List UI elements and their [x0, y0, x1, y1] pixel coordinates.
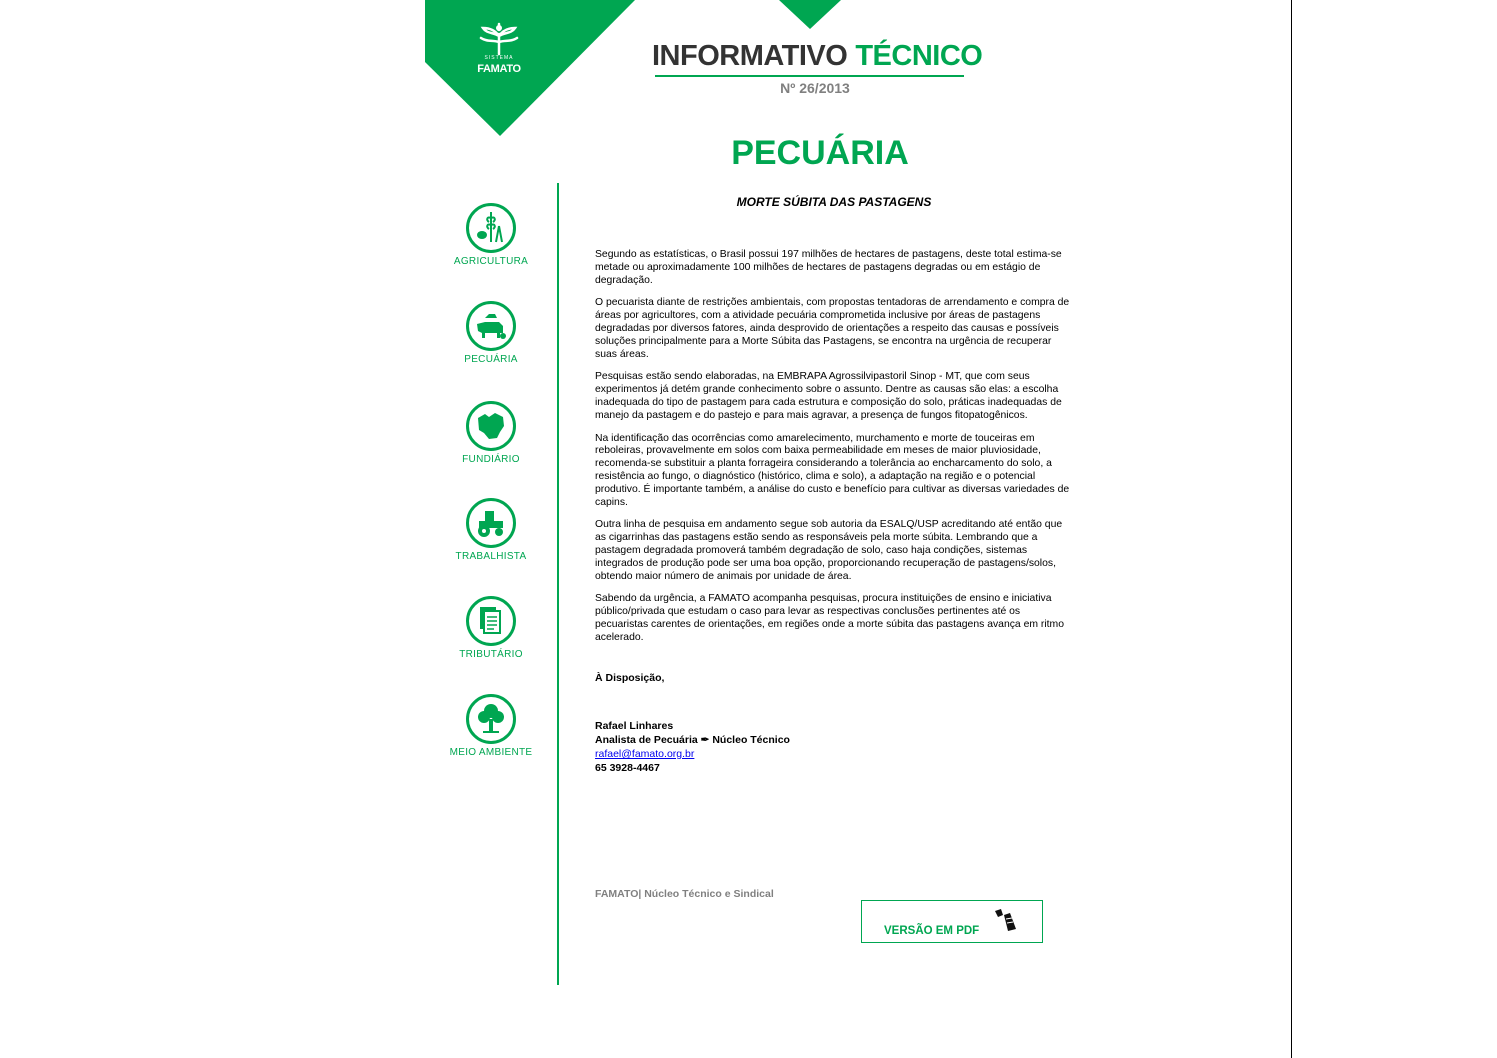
sidebar-label-meio-ambiente: MEIO AMBIENTE: [449, 747, 533, 758]
signature-block: [595, 719, 790, 775]
paragraph: O pecuarista diante de restrições ambientais, com propostas tentadoras de arrendamento e compra de áreas por agricultores, com a atividade pecuária comprometida inclusive por áreas de pastagens degradadas por diversos fatores, ainda desprovido de orientações a respeito das causas e possíveis soluções principalmente para a Morte Súbita das Pastagens, se encontra na urgência de recuperar suas áreas.: [595, 297, 1070, 360]
article-subtitle: MORTE SÚBITA DAS PASTAGENS: [736, 195, 932, 209]
signature-phone: 65 3928-4467: [595, 762, 660, 774]
paragraph: Sabendo da urgência, a FAMATO acompanha pesquisas, procura instituições de ensino e iniciativa público/privada que estudam o caso para levar as respectivas conclusões pertinentes até os pecuaristas carentes de orientações, em regiões onde a morte súbita das pastagens avança em ritmo acelerado.: [595, 593, 1064, 643]
closing-line: À Disposição,: [595, 672, 665, 684]
paragraph: Outra linha de pesquisa em andamento segue sob autoria da ESALQ/USP acreditando até então que as cigarrinhas das pastagens estão sendo as responsáveis pela morte súbita. Lembrando que a pastagem degradada promoverá também degradação de solo, caso haja condições, sistemas integrados de produção pode ser uma boa opção, proporcionando recuperação de pastagens/solos, obtendo maior número de animais por unidade de área.: [595, 519, 1063, 582]
section-title: PECUÁRIA: [731, 134, 909, 172]
title-tecnico: TÉCNICO: [855, 40, 983, 72]
tractor-icon: [465, 497, 517, 549]
signature-role: Analista de Pecuária ✒ Núcleo Técnico: [595, 734, 790, 746]
sidebar-label-fundiario: FUNDIÁRIO: [462, 454, 520, 465]
agriculture-icon: [465, 202, 517, 254]
sidebar-divider: [557, 183, 559, 985]
sidebar-item-tributario[interactable]: [440, 595, 542, 660]
sidebar-item-fundiario[interactable]: [440, 400, 542, 465]
article-body: [595, 249, 1075, 655]
sidebar-label-tributario: TRIBUTÁRIO: [459, 649, 523, 660]
documents-icon: [465, 595, 517, 647]
logo-text: FAMATO: [477, 63, 521, 75]
livestock-icon: [465, 300, 517, 352]
sidebar-item-pecuaria[interactable]: [440, 300, 542, 365]
paragraph: Segundo as estatísticas, o Brasil possui 197 milhões de hectares de pastagens, deste total estima-se metade ou aproximadamente 100 milhões de hectares de pastagens degradas ou em estágio de degradação.: [595, 249, 1062, 286]
sidebar-label-agricultura: AGRICULTURA: [453, 256, 529, 267]
tree-icon: [465, 693, 517, 745]
paragraph: Na identificação das ocorrências como amarelecimento, murchamento e morte de touceiras em reboleiras, provavelmente em solos com baixa permeabilidade em meses de maior pluviosidade, recomenda-se substituir a planta forrageira considerando a tolerância ao encharcamento do solo, a resistência ao fungo, o diagnóstico (histórico, clima e solo), a adaptação na região e o potencial produtivo. É importante também, a análise do custo e benefício para cultivar as diversas variedades de capins.: [595, 432, 1070, 508]
logo-subtext: SISTEMA: [484, 55, 514, 61]
pdf-version-button[interactable]: [861, 900, 1043, 943]
page-title: [652, 40, 982, 73]
title-informativo: INFORMATIVO: [652, 40, 848, 72]
sidebar-item-meio-ambiente[interactable]: [440, 693, 542, 758]
title-underline: [655, 75, 964, 77]
land-map-icon: [465, 400, 517, 452]
sidebar-item-agricultura[interactable]: [440, 202, 542, 267]
issue-number: Nº 26/2013: [780, 80, 850, 96]
paragraph: Pesquisas estão sendo elaboradas, na EMBRAPA Agrossilvipastoril Sinop - MT, que com seus experimentos já detém grande conhecimento sobre o assunto. Dentre as causas são elas: a escolha inadequada do tipo de pastagem para cada estrutura e composição do solo, práticas inadequadas de manejo da pastagem e do pastejo e para mais agravar, a presença de fungos fitopatogênicos.: [595, 371, 1062, 421]
sidebar-label-pecuaria: PECUÁRIA: [464, 354, 518, 365]
sidebar-item-trabalhista[interactable]: [440, 497, 542, 562]
famato-logo-icon: [477, 22, 521, 56]
footer-text: FAMATO| Núcleo Técnico e Sindical: [595, 888, 774, 900]
pdf-button-label: VERSÃO EM PDF: [884, 925, 980, 937]
header-triangle: [779, 0, 841, 30]
pdf-reader-icon: [992, 907, 1020, 933]
page-edge-line: [1291, 0, 1292, 1058]
sidebar-label-trabalhista: TRABALHISTA: [455, 551, 527, 562]
signature-name: Rafael Linhares: [595, 720, 674, 732]
signature-email-link[interactable]: rafael@famato.org.br: [595, 748, 695, 760]
